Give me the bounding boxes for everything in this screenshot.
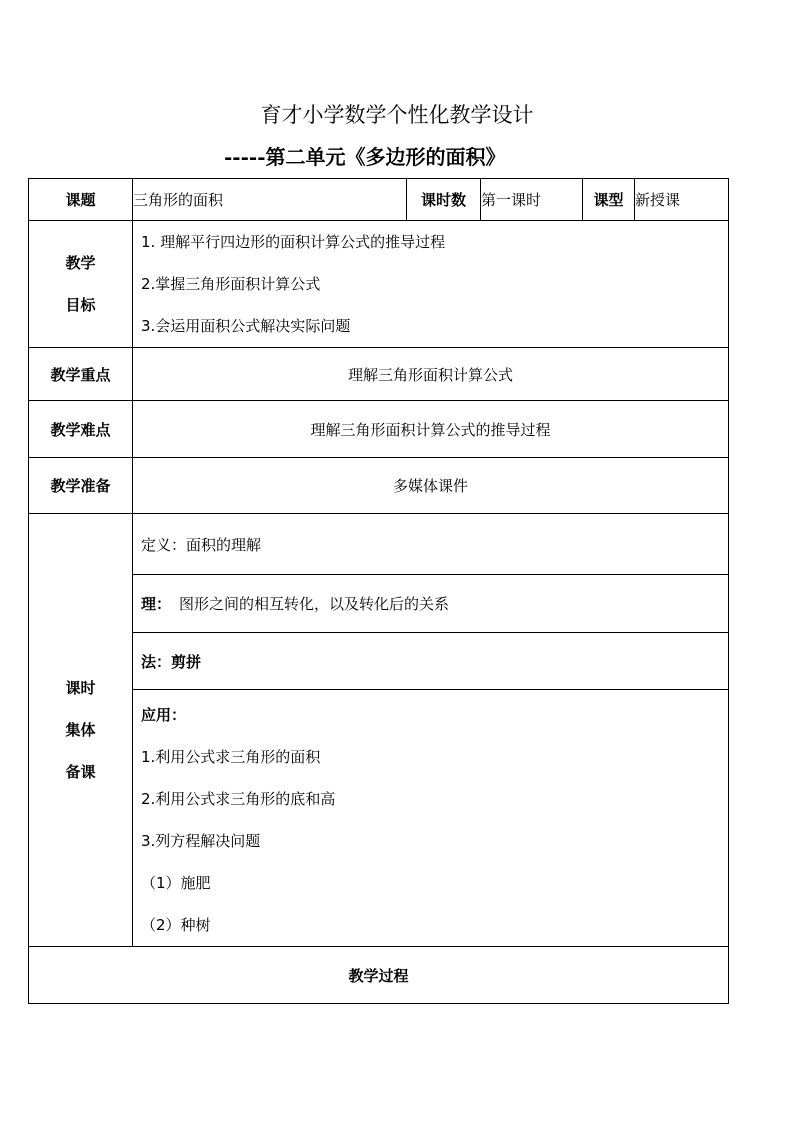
principle-value: 图形之间的相互转化，以及转化后的关系 [179, 595, 450, 613]
principle-row [133, 575, 728, 633]
method-text: 法：剪拼 [141, 652, 202, 671]
application-item: 3.列方程解决问题 [141, 832, 261, 850]
difficulty-label: 教学难点 [29, 401, 133, 458]
topic-label: 课题 [29, 179, 133, 221]
key-point-row [29, 348, 729, 401]
key-point-label: 教学重点 [29, 348, 133, 401]
method-row [133, 633, 728, 690]
preparation-value: 多媒体课件 [133, 458, 729, 514]
application-item: 1.利用公式求三角形的面积 [141, 748, 321, 766]
collective-label-line1: 课时 [65, 679, 96, 697]
goals-content [133, 221, 729, 348]
definition-row [133, 514, 728, 575]
goal-item: 1. 理解平行四边形的面积计算公式的推导过程 [141, 233, 446, 251]
preparation-label: 教学准备 [29, 458, 133, 514]
lesson-plan-table [28, 178, 729, 1004]
definition-text: 定义：面积的理解 [141, 535, 262, 554]
goals-row [29, 221, 729, 348]
collective-label-line2: 集体 [65, 721, 96, 739]
application-item: 2.利用公式求三角形的底和高 [141, 790, 336, 808]
hours-value: 第一课时 [481, 179, 583, 221]
info-row [29, 179, 729, 221]
type-label: 课型 [583, 179, 635, 221]
difficulty-value: 理解三角形面积计算公式的推导过程 [133, 401, 729, 458]
process-row [29, 947, 729, 1004]
type-value: 新授课 [635, 179, 729, 221]
collective-label [29, 514, 133, 947]
hours-label: 课时数 [407, 179, 481, 221]
principle-label: 理： [141, 595, 172, 613]
collective-label-line3: 备课 [65, 763, 96, 781]
process-label: 教学过程 [29, 947, 729, 1004]
document-subtitle: -----第二单元《多边形的面积》 [224, 145, 506, 169]
goals-label-line2: 目标 [65, 296, 96, 314]
goals-label [29, 221, 133, 348]
application-label: 应用： [141, 706, 187, 724]
application-block [133, 690, 728, 946]
collective-row [29, 514, 729, 947]
document-title: 育才小学数学个性化教学设计 [260, 103, 534, 127]
key-point-value: 理解三角形面积计算公式 [133, 348, 729, 401]
topic-value: 三角形的面积 [133, 179, 407, 221]
goal-item: 3.会运用面积公式解决实际问题 [141, 317, 351, 335]
application-item: （2）种树 [141, 916, 211, 934]
preparation-row [29, 458, 729, 514]
goal-item: 2.掌握三角形面积计算公式 [141, 275, 321, 293]
collective-content [133, 514, 729, 947]
goals-label-line1: 教学 [65, 254, 96, 272]
application-item: （1）施肥 [141, 874, 211, 892]
difficulty-row [29, 401, 729, 458]
